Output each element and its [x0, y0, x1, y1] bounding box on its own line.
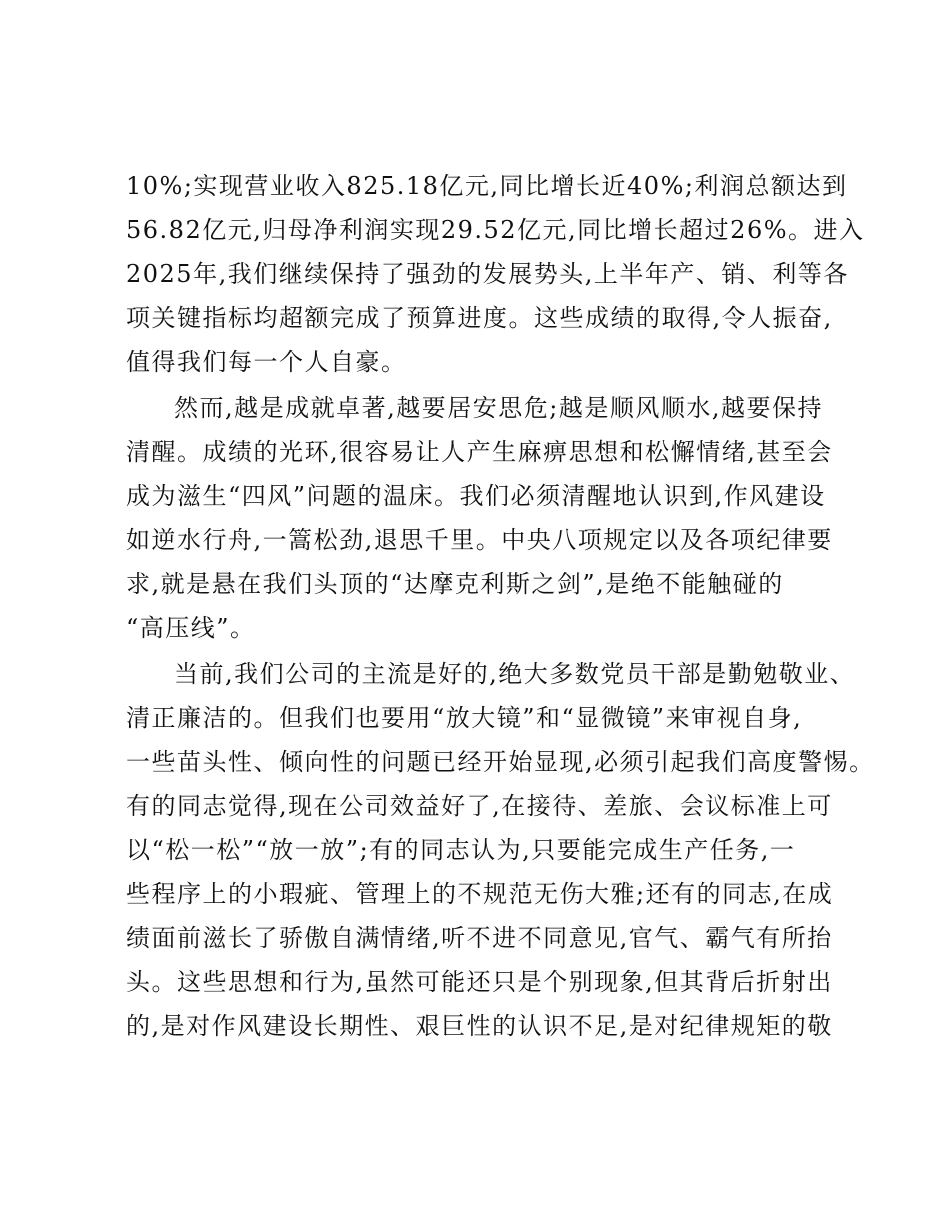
paragraph-start-line: 当前,我们公司的主流是好的,绝大多数党员干部是勤勉敬业、 — [174, 660, 856, 688]
text-line: 有的同志觉得,现在公司效益好了,在接待、差旅、会议标准上可 — [126, 792, 833, 820]
text-line: 项关键指标均超额完成了预算进度。这些成绩的取得,令人振奋, — [126, 304, 833, 332]
text-line: 2025年,我们继续保持了强劲的发展势头,上半年产、销、利等各 — [126, 260, 849, 288]
text-line: 56.82亿元,归母净利润实现29.52亿元,同比增长超过26%。进入 — [126, 216, 865, 244]
text-line: 成为滋生“四风”问题的温床。我们必须清醒地认识到,作风建设 — [126, 482, 826, 510]
text-line: 如逆水行舟,一篙松劲,退思千里。中央八项规定以及各项纪律要 — [126, 526, 833, 554]
text-line: 些程序上的小瑕疵、管理上的不规范无伤大雅;还有的同志,在成 — [126, 880, 834, 908]
text-line: 的,是对作风建设长期性、艰巨性的认识不足,是对纪律规矩的敬 — [126, 1012, 833, 1040]
text-line: 求,就是悬在我们头顶的“达摩克利斯之剑”,是绝不能触碰的 — [126, 570, 784, 598]
text-line: 清正廉洁的。但我们也要用“放大镜”和“显微镜”来审视自身, — [126, 704, 803, 732]
text-line: 清醒。成绩的光环,很容易让人产生麻痹思想和松懈情绪,甚至会 — [126, 438, 833, 466]
text-line: 以“松一松”“放一放”;有的同志认为,只要能完成生产任务,一 — [126, 836, 796, 864]
text-line: 头。这些思想和行为,虽然可能还只是个别现象,但其背后折射出 — [126, 968, 833, 996]
text-line: 一些苗头性、倾向性的问题已经开始显现,必须引起我们高度警惕。 — [126, 748, 875, 776]
paragraph-start-line: 然而,越是成就卓著,越要居安思危;越是顺风顺水,越要保持 — [174, 394, 823, 422]
text-line: “高压线”。 — [126, 614, 256, 642]
text-line: 10%;实现营业收入825.18亿元,同比增长近40%;利润总额达到 — [126, 172, 848, 200]
text-line: 绩面前滋长了骄傲自满情绪,听不进不同意见,官气、霸气有所抬 — [126, 924, 833, 952]
text-line: 值得我们每一个人自豪。 — [126, 348, 407, 376]
